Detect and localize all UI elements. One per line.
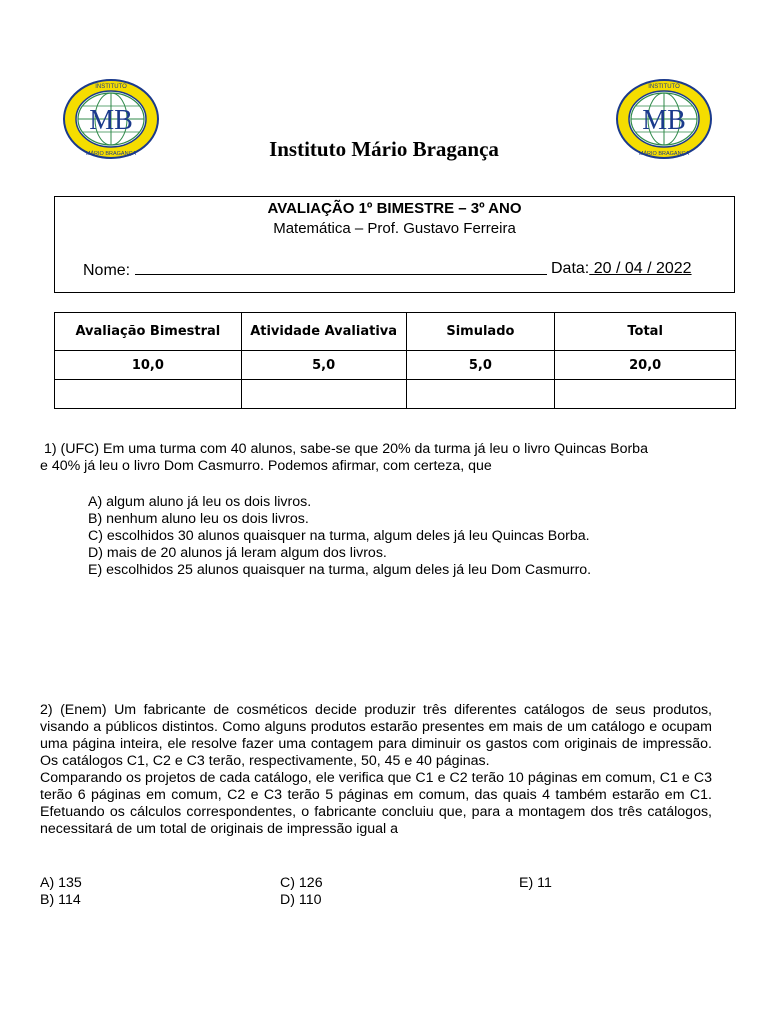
svg-text:MB: MB [642, 105, 686, 136]
grade-value: 5,0 [406, 351, 555, 380]
grades-value-row [55, 351, 736, 380]
grade-header: Avaliação Bimestral [55, 313, 242, 351]
option-c: C) escolhidos 30 alunos quaisquer na turma, algum deles já leu Quincas Borba. [88, 528, 590, 544]
question-2-options-col1 [40, 875, 82, 909]
question-1-line: e 40% já leu o livro Dom Casmurro. Podemos afirmar, com certeza, que [40, 458, 492, 474]
exam-header-box [54, 196, 735, 293]
option-a: A) algum aluno já leu os dois livros. [88, 494, 312, 510]
name-label: Nome: [83, 262, 131, 279]
option-b: B) 114 [40, 892, 81, 908]
date-row [551, 260, 692, 278]
grade-blank-cell[interactable] [55, 380, 242, 409]
svg-text:INSTITUTO: INSTITUTO [95, 84, 127, 90]
grade-header: Total [555, 313, 736, 351]
option-e: E) 11 [519, 875, 552, 891]
grades-table [54, 312, 736, 409]
grade-header: Simulado [406, 313, 555, 351]
grade-value: 20,0 [555, 351, 736, 380]
option-d: D) 110 [280, 892, 322, 908]
grade-value: 5,0 [241, 351, 406, 380]
grade-value: 10,0 [55, 351, 242, 380]
question-1-options [88, 494, 591, 579]
name-blank[interactable] [135, 260, 547, 275]
grades-blank-row [55, 380, 736, 409]
question-1-line: 1) (UFC) Em uma turma com 40 alunos, sabe-se que 20% da turma já leu o livro Quincas Borba [40, 441, 648, 457]
exam-subtitle: Matemática – Prof. Gustavo Ferreira [273, 220, 516, 237]
institution-title: Instituto Mário Bragança [269, 137, 499, 161]
grade-header: Atividade Avaliativa [241, 313, 406, 351]
question-2-paragraph: 2) (Enem) Um fabricante de cosméticos decide produzir três diferentes catálogos de seus produtos, visando a públicos distintos. Como alguns produtos estarão presentes em mais de um catálogo e ocupam uma página inteira, ele resolve fazer uma contagem para diminuir os gastos com originais de impressão. Os catálogos C1, C2 e C3 terão, respectivamente, 50, 45 e 40 páginas. [40, 702, 712, 769]
option-e: E) escolhidos 25 alunos quaisquer na turma, algum deles já leu Dom Casmurro. [88, 562, 592, 578]
date-value: 20 / 04 / 2022 [589, 260, 692, 277]
question-2-options-col3 [519, 875, 552, 892]
svg-text:MB: MB [89, 105, 133, 136]
option-a: A) 135 [40, 875, 82, 891]
option-d: D) mais de 20 alunos já leram algum dos livros. [88, 545, 387, 561]
name-row [83, 260, 547, 280]
question-2-options-col2 [280, 875, 323, 909]
date-label: Data: [551, 260, 590, 277]
question-2-paragraph: Comparando os projetos de cada catálogo, ele verifica que C1 e C2 terão 10 páginas em comum, C1 e C3 terão 6 páginas em comum, C2 e C3 terão 5 páginas em comum, das quais 4 também estarão em C1. Efetuando os cálculos correspondentes, o fabricante concluiu que, para a montagem dos três catálogos, necessitará de um total de originais de impressão igual a [40, 770, 712, 837]
option-c: C) 126 [280, 875, 323, 891]
question-1 [40, 441, 712, 475]
grade-blank-cell[interactable] [241, 380, 406, 409]
grade-blank-cell[interactable] [555, 380, 736, 409]
exam-title: AVALIAÇÃO 1º BIMESTRE – 3º ANO [267, 200, 522, 217]
grades-header-row [55, 313, 736, 351]
svg-text:MÁRIO BRAGANÇA: MÁRIO BRAGANÇA [638, 151, 690, 157]
grade-blank-cell[interactable] [406, 380, 555, 409]
option-b: B) nenhum aluno leu os dois livros. [88, 511, 309, 527]
question-2 [40, 702, 712, 838]
svg-text:INSTITUTO: INSTITUTO [648, 84, 680, 90]
svg-text:MÁRIO BRAGANÇA: MÁRIO BRAGANÇA [85, 151, 137, 157]
